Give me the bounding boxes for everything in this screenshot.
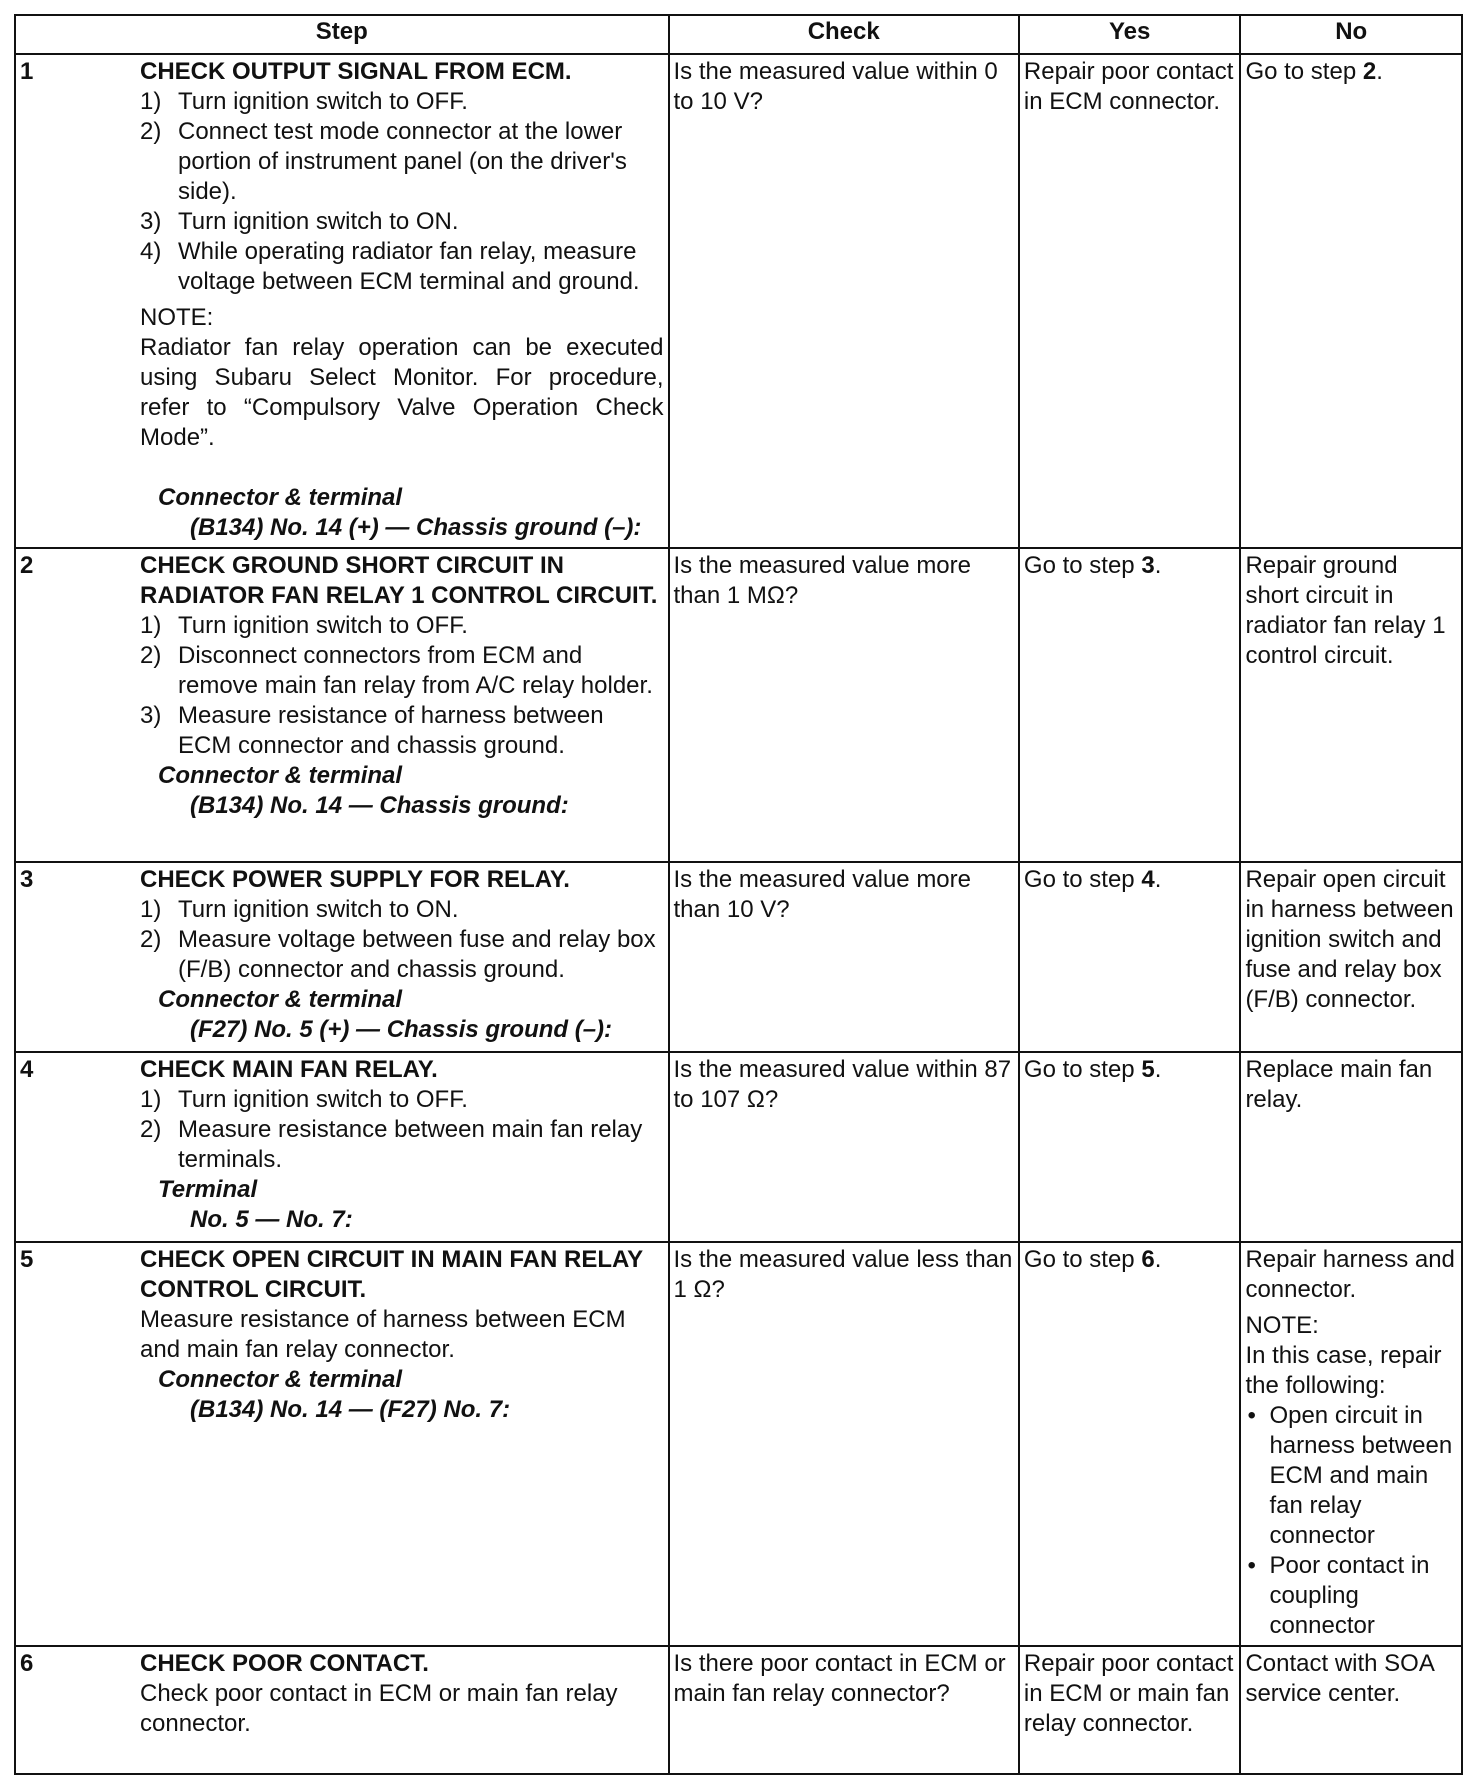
note-label: NOTE: [1245, 1312, 1319, 1339]
yes-cell: Repair poor contact in ECM or main fan relay connector. [1019, 1646, 1241, 1774]
step-number: 6 [20, 1650, 34, 1677]
step-cell [15, 54, 669, 548]
instruction-item: 1) Turn ignition switch to ON. [140, 896, 459, 923]
check-cell: Is the measured value more than 1 MΩ? [669, 548, 1019, 862]
yes-cell: Repair poor contact in ECM connector. [1019, 54, 1241, 548]
step-number: 1 [20, 58, 34, 85]
connector-label: Connector & terminal [158, 986, 403, 1013]
step-number: 3 [20, 866, 34, 893]
step-reference: 5 [1141, 1056, 1155, 1083]
note-text: Radiator fan relay operation can be executed using Subaru Select Monitor. For procedure, refer to “Compulsory Valve Operation Check Mode”. [140, 334, 664, 451]
step-cell [15, 1646, 669, 1774]
diagnostic-table [14, 14, 1463, 1775]
step-instructions [140, 611, 664, 761]
yes-cell: Go to step 4. [1019, 862, 1241, 1052]
check-cell: Is the measured value more than 10 V? [669, 862, 1019, 1052]
instruction-item: 1) Turn ignition switch to OFF. [140, 612, 468, 639]
connector-label: Connector & terminal [158, 762, 403, 789]
step-title: CHECK OPEN CIRCUIT IN MAIN FAN RELAY CONTROL CIRCUIT. [140, 1246, 643, 1303]
instruction-item: 3) Measure resistance of harness between ECM connector and chassis ground. [140, 702, 604, 759]
step-cell [15, 862, 669, 1052]
step-text: Measure resistance of harness between ECM and main fan relay connector. [140, 1306, 626, 1363]
step-cell [15, 1052, 669, 1242]
check-cell: Is there poor contact in ECM or main fan relay connector? [669, 1646, 1019, 1774]
step-text: Check poor contact in ECM or main fan relay connector. [140, 1680, 618, 1737]
yes-cell: Go to step 3. [1019, 548, 1241, 862]
step-title: CHECK OUTPUT SIGNAL FROM ECM. [140, 58, 572, 85]
no-action: Repair harness and connector. [1245, 1246, 1455, 1303]
terminal-label: Terminal [158, 1176, 258, 1203]
table-row-step-4 [15, 1052, 1462, 1242]
header-step: Step [15, 15, 669, 54]
connector-value: (B134) No. 14 — (F27) No. 7: [190, 1396, 511, 1423]
step-cell [15, 1242, 669, 1646]
check-cell: Is the measured value less than 1 Ω? [669, 1242, 1019, 1646]
connector-value: (B134) No. 14 — Chassis ground: [190, 792, 569, 819]
instruction-item: 2) Measure voltage between fuse and relay box (F/B) connector and chassis ground. [140, 926, 656, 983]
step-reference: 2 [1362, 58, 1377, 85]
connector-value: (F27) No. 5 (+) — Chassis ground (–): [190, 1016, 613, 1043]
instruction-item: 3) Turn ignition switch to ON. [140, 208, 459, 235]
header-row [15, 15, 1462, 54]
note-text: In this case, repair the following: [1245, 1342, 1442, 1399]
instruction-item: 1) Turn ignition switch to OFF. [140, 1086, 468, 1113]
connector-label: Connector & terminal [158, 484, 403, 511]
step-instructions [140, 87, 664, 297]
yes-cell: Go to step 5. [1019, 1052, 1241, 1242]
instruction-item: 1) Turn ignition switch to OFF. [140, 88, 468, 115]
no-cell: Go to step 2. [1240, 54, 1462, 548]
note-label: NOTE: [140, 304, 214, 331]
bullet-item: • Open circuit in harness between ECM and main fan relay connector [1247, 1402, 1453, 1549]
step-reference: 4 [1141, 866, 1155, 893]
step-cell [15, 548, 669, 862]
terminal-value: No. 5 — No. 7: [190, 1206, 353, 1233]
connector-label: Connector & terminal [158, 1366, 403, 1393]
step-reference: 6 [1141, 1246, 1155, 1273]
step-title: CHECK GROUND SHORT CIRCUIT IN RADIATOR FAN RELAY 1 CONTROL CIRCUIT. [140, 552, 658, 609]
step-title: CHECK POWER SUPPLY FOR RELAY. [140, 866, 570, 893]
step-title: CHECK MAIN FAN RELAY. [140, 1056, 438, 1083]
step-reference: 3 [1141, 552, 1155, 579]
bullet-item: • Poor contact in coupling connector [1247, 1552, 1430, 1639]
no-cell: Repair ground short circuit in radiator fan relay 1 control circuit. [1240, 548, 1462, 862]
yes-cell: Go to step 6. [1019, 1242, 1241, 1646]
step-instructions [140, 1085, 664, 1175]
table-row-step-1 [15, 54, 1462, 548]
no-cell [1240, 1242, 1462, 1646]
step-number: 5 [20, 1246, 34, 1273]
step-number: 4 [20, 1056, 34, 1083]
table-row-step-5 [15, 1242, 1462, 1646]
instruction-item: 4) While operating radiator fan relay, measure voltage between ECM terminal and ground. [140, 238, 640, 295]
no-cell: Repair open circuit in harness between ignition switch and fuse and relay box (F/B) connector. [1240, 862, 1462, 1052]
header-no: No [1240, 15, 1462, 54]
no-cell: Contact with SOA service center. [1240, 1646, 1462, 1774]
step-instructions [140, 895, 664, 985]
check-cell: Is the measured value within 87 to 107 Ω? [669, 1052, 1019, 1242]
header-yes: Yes [1019, 15, 1241, 54]
table-row-step-3 [15, 862, 1462, 1052]
check-cell: Is the measured value within 0 to 10 V? [669, 54, 1019, 548]
connector-value: (B134) No. 14 (+) — Chassis ground (–): [190, 514, 642, 541]
step-number: 2 [20, 552, 34, 579]
table-row-step-2 [15, 548, 1462, 862]
header-check: Check [669, 15, 1019, 54]
table-row-step-6 [15, 1646, 1462, 1774]
instruction-item: 2) Connect test mode connector at the lower portion of instrument panel (on the driver's side). [140, 118, 627, 205]
step-title: CHECK POOR CONTACT. [140, 1650, 429, 1677]
no-cell: Replace main fan relay. [1240, 1052, 1462, 1242]
instruction-item: 2) Disconnect connectors from ECM and remove main fan relay from A/C relay holder. [140, 642, 653, 699]
instruction-item: 2) Measure resistance between main fan relay terminals. [140, 1116, 643, 1173]
